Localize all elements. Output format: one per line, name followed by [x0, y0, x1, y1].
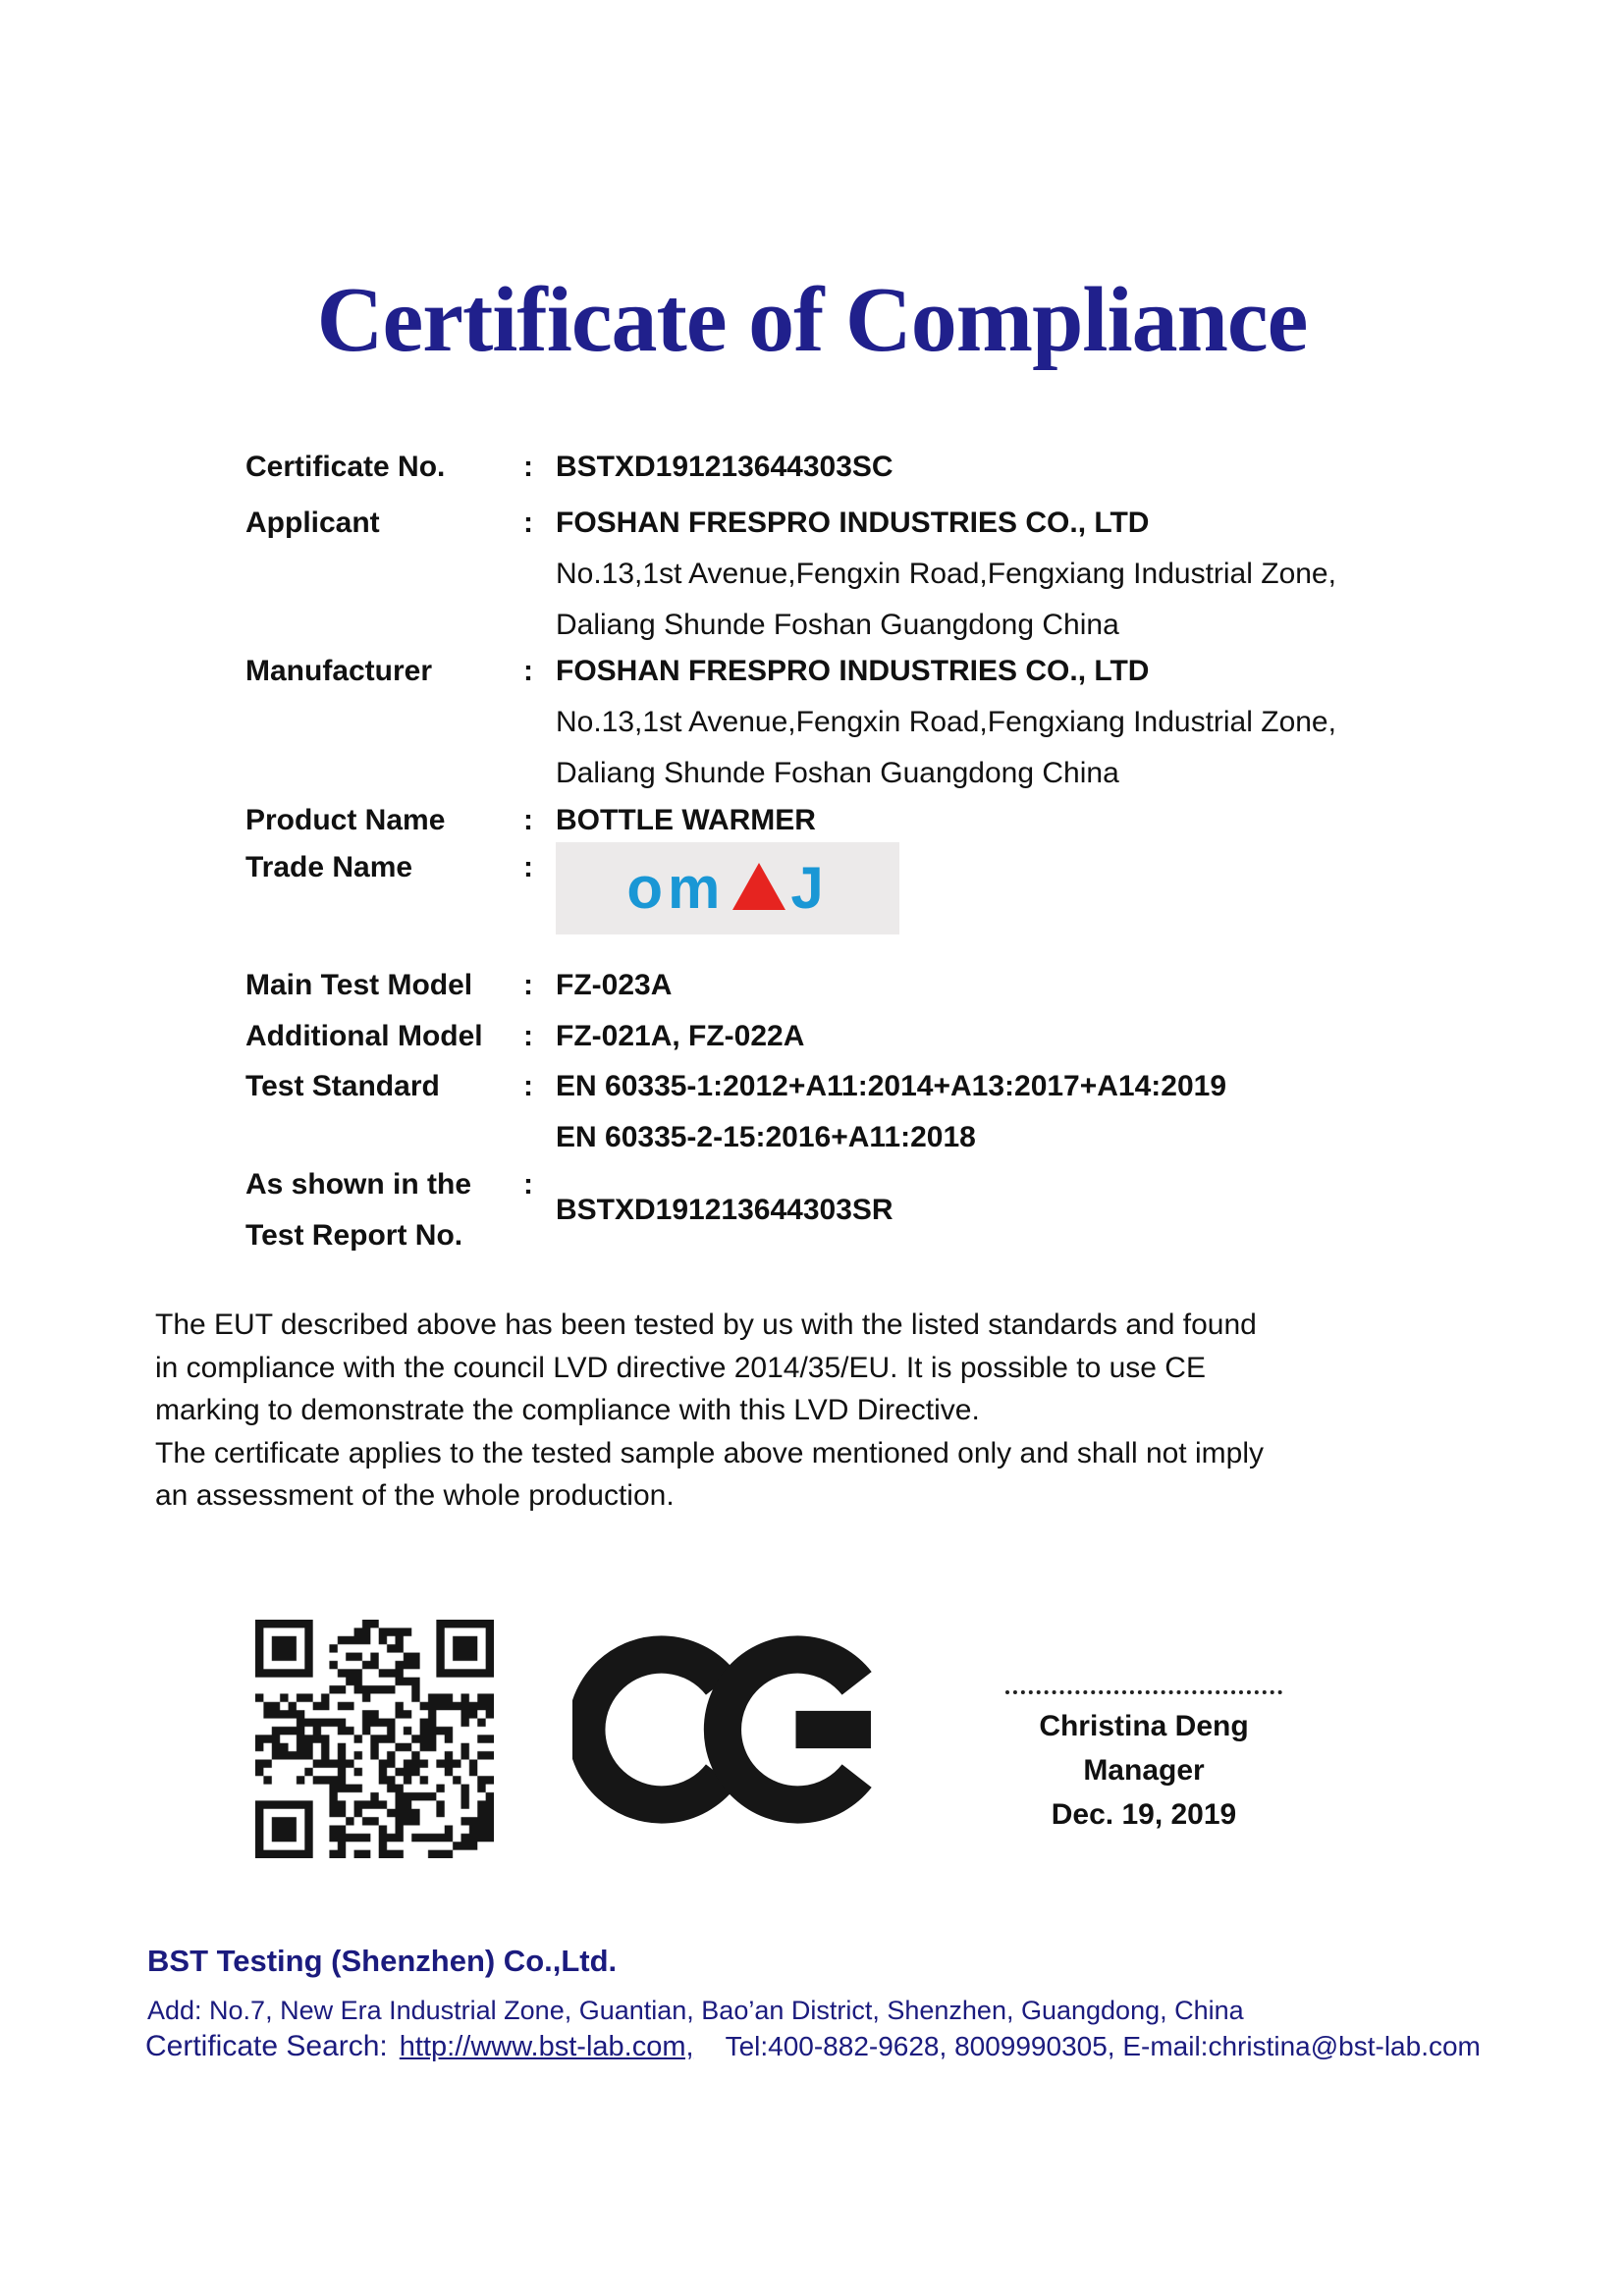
field-row-main-test-model: [245, 960, 1492, 1011]
field-row-additional-model: [245, 1011, 1492, 1062]
body-line: marking to demonstrate the compliance with this LVD Directive.: [155, 1394, 980, 1426]
body-text: [155, 1304, 1510, 1518]
field-colon: :: [523, 1168, 533, 1201]
certificate-title: Certificate of Compliance: [316, 269, 1308, 371]
field-value: EN 60335-2-15:2016+A11:2018: [556, 1121, 976, 1153]
field-value: FZ-021A, FZ-022A: [556, 1020, 805, 1052]
field-row-applicant: [245, 498, 1492, 651]
field-label: As shown in the: [245, 1168, 472, 1201]
field-colon: :: [523, 804, 533, 836]
field-colon: :: [523, 507, 533, 539]
field-colon: :: [523, 655, 533, 687]
field-row-trade-name: [245, 842, 1492, 934]
field-row-manufacturer: [245, 646, 1492, 799]
field-row-certificate-no: [245, 442, 1492, 493]
address-line: No.13,1st Avenue,Fengxin Road,Fengxiang Industrial Zone,: [556, 558, 1336, 590]
field-colon: :: [523, 1070, 533, 1102]
body-line: The certificate applies to the tested sample above mentioned only and shall not imply: [155, 1436, 1264, 1469]
field-label: Manufacturer: [245, 655, 433, 687]
signatory-name: Christina Deng: [1039, 1710, 1249, 1742]
body-line: The EUT described above has been tested by us with the listed standards and found: [155, 1308, 1257, 1341]
ce-mark-icon: [572, 1628, 892, 1832]
field-label: Test Standard: [245, 1070, 440, 1102]
field-label: Applicant: [245, 507, 380, 539]
field-value: BOTTLE WARMER: [556, 804, 816, 836]
field-value: BSTXD191213644303SR: [556, 1194, 893, 1226]
field-label: Additional Model: [245, 1020, 483, 1052]
field-row-test-report-no: [245, 1159, 1492, 1261]
address-line: Daliang Shunde Foshan Guangdong China: [556, 757, 1119, 789]
field-label: Main Test Model: [245, 969, 473, 1001]
signature-block: [997, 1690, 1291, 1837]
qr-code: [255, 1620, 494, 1858]
signature-dotted-line: [1005, 1690, 1282, 1694]
address-line: No.13,1st Avenue,Fengxin Road,Fengxiang Industrial Zone,: [556, 706, 1336, 738]
field-colon: :: [523, 1020, 533, 1052]
field-value: FOSHAN FRESPRO INDUSTRIES CO., LTD: [556, 507, 1150, 539]
signature-date: Dec. 19, 2019: [1051, 1798, 1237, 1831]
logo-text-om: om: [626, 855, 726, 921]
trade-name-logo: [556, 842, 899, 934]
field-value: EN 60335-1:2012+A11:2014+A13:2017+A14:2019: [556, 1070, 1227, 1102]
body-line: in compliance with the council LVD directive 2014/35/EU. It is possible to use CE: [155, 1351, 1206, 1384]
footer-address: Add: No.7, New Era Industrial Zone, Guantian, Bao’an District, Shenzhen, Guangdong, China: [147, 1996, 1244, 2025]
logo-triangle-icon: [732, 863, 785, 910]
signatory-title: Manager: [1083, 1754, 1205, 1787]
field-label: Certificate No.: [245, 451, 446, 483]
address-line: Daliang Shunde Foshan Guangdong China: [556, 609, 1119, 641]
field-row-test-standard: [245, 1061, 1492, 1163]
field-value: FOSHAN FRESPRO INDUSTRIES CO., LTD: [556, 655, 1150, 687]
field-label: Product Name: [245, 804, 446, 836]
field-row-product-name: [245, 795, 1492, 846]
footer-company: BST Testing (Shenzhen) Co.,Ltd.: [147, 1944, 618, 1978]
certificate-search-url[interactable]: http://www.bst-lab.com,: [399, 2031, 694, 2062]
field-colon: :: [523, 451, 533, 483]
field-colon: :: [523, 969, 533, 1001]
field-colon: :: [523, 851, 533, 883]
body-line: an assessment of the whole production.: [155, 1479, 675, 1512]
footer-search-row: [145, 2030, 1481, 2063]
certificate-search-label: Certificate Search:: [145, 2030, 388, 2062]
field-label: Trade Name: [245, 851, 413, 883]
logo-text-j: J: [790, 855, 829, 921]
field-value: BSTXD191213644303SC: [556, 451, 893, 483]
footer-contact: Tel:400-882-9628, 8009990305, E-mail:christina@bst-lab.com: [725, 2031, 1481, 2061]
field-label: Test Report No.: [245, 1219, 463, 1252]
field-value: FZ-023A: [556, 969, 673, 1001]
